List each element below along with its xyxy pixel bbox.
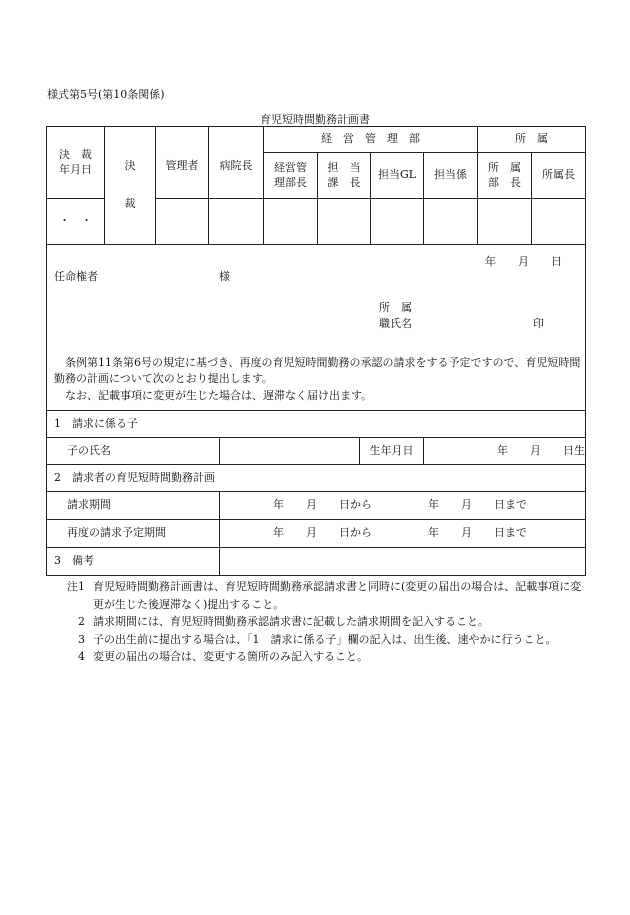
page-title: 育児短時間勤務計画書 — [260, 113, 370, 126]
note-number: 注1 — [67, 580, 85, 593]
letter-body-text: 条例第11条第6号の規定に基づき、再度の育児短時間勤務の承認の請求をする予定ですので、育児短時間勤務の計画について次のとおり提出します。 — [54, 356, 581, 385]
aff-dept-head-header: 所 属 部 長 — [488, 160, 521, 189]
birth-date-label: 生年月日 — [369, 443, 414, 457]
child-name-label: 子の氏名 — [67, 443, 111, 457]
section2-title: 2 請求者の育児短時間勤務計画 — [54, 470, 215, 484]
note-number: 3 — [78, 632, 85, 646]
seal-mark: 印 — [533, 317, 544, 330]
aff-dept-head-stamp-box[interactable] — [478, 199, 531, 244]
charge-chief-header: 担 当 課 長 — [327, 160, 361, 189]
note-text: 請求期間には、育児短時間勤務承認請求書に記載した請求期間を記入すること。 — [93, 615, 489, 629]
applicant-name-label: 職氏名 — [379, 317, 412, 330]
affiliation-header: 所 属 — [515, 132, 548, 146]
letter-body-note: なお、記載事項に変更が生じた場合は、遅滞なく届け出ます。 — [54, 389, 373, 402]
request-period-label: 請求期間 — [67, 498, 111, 512]
section3-title: 3 備考 — [54, 554, 94, 568]
note-text: 育児短時間勤務計画書は、育児短時間勤務承認請求書と同時に(変更の届出の場合は、記載事項に変更が生じた後遅滞なく)提出すること。 — [93, 580, 582, 611]
charge-staff-stamp-box[interactable] — [424, 199, 477, 244]
note-item — [57, 613, 587, 631]
director-stamp-box[interactable] — [209, 199, 263, 244]
child-name-field[interactable] — [220, 438, 359, 464]
decision-date-field[interactable]: ・ ・ — [59, 214, 92, 228]
note-number: 2 — [78, 615, 85, 629]
note-item — [57, 648, 587, 666]
notes-list — [57, 578, 587, 666]
submission-date[interactable]: 年 月 日 — [485, 255, 562, 268]
re-request-period-from[interactable]: 年 月 日から — [273, 526, 372, 540]
birth-date-field[interactable]: 年 月 日生 — [497, 443, 585, 457]
note-text: 変更の届出の場合は、変更する箇所のみ記入すること。 — [93, 650, 368, 664]
note-number: 4 — [78, 650, 85, 664]
note-text: 子の出生前に提出する場合は、「1 請求に係る子」欄の記入は、出生後、速やかに行うこと。 — [93, 632, 557, 646]
applicant-affiliation-label: 所 属 — [379, 301, 412, 314]
charge-staff-header: 担当係 — [434, 168, 467, 182]
decision-label-top: 決 — [124, 158, 136, 172]
note-item — [57, 578, 587, 613]
charge-chief-stamp-box[interactable] — [318, 199, 370, 244]
re-request-period-label: 再度の請求予定期間 — [67, 526, 166, 540]
recipient-label: 任命権者 — [54, 270, 98, 283]
admin-head-header: 経営管 理部長 — [274, 160, 307, 189]
aff-head-stamp-box[interactable] — [532, 199, 585, 244]
decision-date-label: 決 裁 年月日 — [59, 147, 92, 176]
request-period-from[interactable]: 年 月 日から — [273, 498, 372, 512]
manager-header: 管理者 — [165, 159, 199, 172]
admin-dept-header: 経 営 管 理 部 — [321, 132, 420, 146]
director-header: 病院長 — [219, 159, 253, 172]
aff-head-header: 所属長 — [542, 168, 575, 182]
re-request-period-to[interactable]: 年 月 日まで — [428, 526, 527, 540]
remarks-field[interactable] — [220, 548, 585, 575]
manager-stamp-box[interactable] — [156, 199, 208, 244]
admin-head-stamp-box[interactable] — [264, 199, 317, 244]
charge-gl-stamp-box[interactable] — [371, 199, 423, 244]
note-item — [57, 631, 587, 649]
honorific-label: 様 — [219, 270, 230, 283]
decision-label-bottom: 裁 — [124, 196, 136, 210]
charge-gl-header: 担当GL — [377, 168, 417, 182]
form-number-label: 様式第5号(第10条関係) — [47, 88, 165, 101]
request-period-to[interactable]: 年 月 日まで — [428, 498, 527, 512]
section1-title: 1 請求に係る子 — [54, 416, 138, 430]
